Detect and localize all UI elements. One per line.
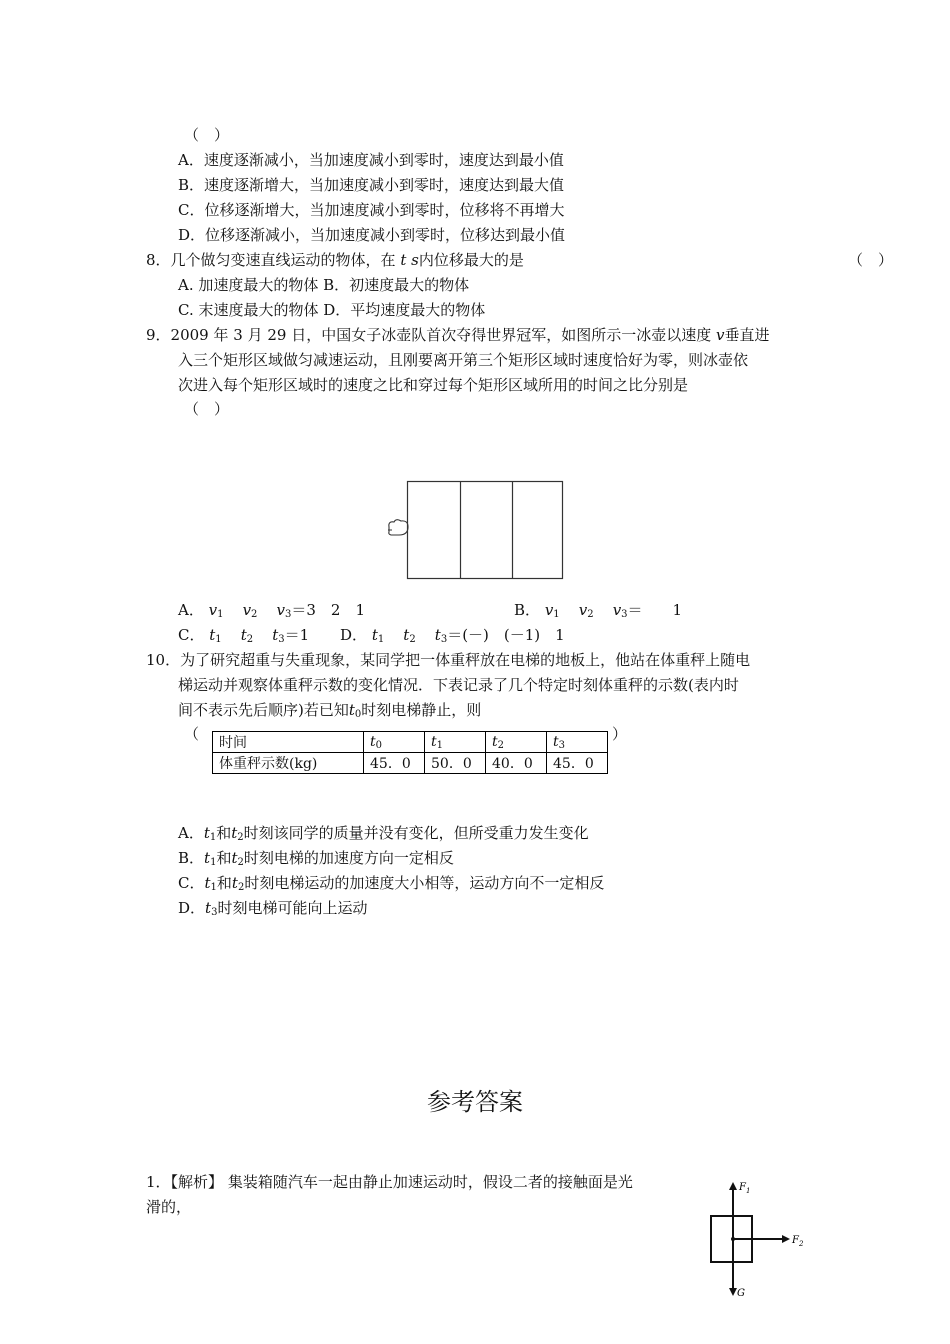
q10-option-a: A．$t_1$和$t_2$时刻该同学的质量并没有变化，但所受重力发生变化 [178,824,589,843]
table-cell: 50．0 [425,753,486,774]
curling-rectangles-diagram [380,475,570,585]
scale-reading-table [212,731,608,774]
gravity-label: G [737,1288,745,1299]
curling-stone-icon [389,520,408,535]
q10-paren-open: （ [184,725,200,743]
q10-number: 10． [146,651,181,669]
answer-1-line2: 滑的， [146,1198,192,1216]
table-cell: 40．0 [486,753,547,774]
q8-bracket: （ ） [848,251,894,269]
table-header-reading: 体重秤示数(kg) [213,753,364,774]
q8-options-cd: C. 末速度最大的物体 D．平均速度最大的物体 [178,301,486,319]
table-cell: 45．0 [547,753,608,774]
force-f2-label: $F_2$ [792,1235,804,1248]
q9-option-a: A． $v_1$ $v_2$ $v_3=3$ 2 1 [178,601,365,620]
table-cell: $t_1$ [425,732,486,753]
q8-number: 8． [146,251,171,269]
table-cell: 45．0 [364,753,425,774]
q7-bracket: （ ） [184,126,230,144]
q10-option-c: C．$t_1$和$t_2$时刻电梯运动的加速度大小相等，运动方向不一定相反 [178,874,605,893]
q8-stem: 8．几个做匀变速直线运动的物体，在 t s内位移最大的是 [146,251,524,269]
q10-option-b: B．$t_1$和$t_2$时刻电梯的加速度方向一定相反 [178,849,454,868]
table-cell: $t_0$ [364,732,425,753]
rectangle-region-outline [408,482,563,579]
table-cell: $t_2$ [486,732,547,753]
answers-title: 参考答案 [427,1088,523,1116]
q7-option-d: D．位移逐渐减小，当加速度减小到零时，位移达到最小值 [178,226,566,244]
table-cell: $t_3$ [547,732,608,753]
q10-stem-line1: 10．为了研究超重与失重现象，某同学把一体重秤放在电梯的地板上，他站在体重秤上随电 [146,651,751,669]
force-f1-label: $F_1$ [739,1182,751,1195]
force-diagram [700,1172,820,1302]
q9-stem-line2: 入三个矩形区域做匀减速运动，且刚要离开第三个矩形区域时速度恰好为零，则冰壶依 [178,351,749,369]
table-header-time: 时间 [213,732,364,753]
q10-stem-line2: 梯运动并观察体重秤示数的变化情况．下表记录了几个特定时刻体重秤的示数(表内时 [178,676,739,694]
table-row [213,732,608,753]
table-row [213,753,608,774]
q9-option-b: B． $v_1$ $v_2$ $v_3=$ 1 [514,601,683,620]
q9-stem-line3: 次进入每个矩形区域时的速度之比和穿过每个矩形区域所用的时间之比分别是 [178,376,689,394]
q8-options-ab: A. 加速度最大的物体 B．初速度最大的物体 [178,276,470,294]
q7-option-c: C．位移逐渐增大，当加速度减小到零时，位移将不再增大 [178,201,565,219]
q9-option-d: D． $t_1$ $t_2$ $t_3=(-)$ (－1) 1 [340,626,565,645]
q9-option-c: C． $t_1$ $t_2$ $t_3=1$ [178,626,310,645]
q10-stem-line3: 间不表示先后顺序)若已知$t_0$时刻电梯静止，则 [178,701,482,720]
q10-option-d: D．$t_3$时刻电梯可能向上运动 [178,899,368,918]
q9-bracket: （ ） [184,400,230,418]
q10-paren-close: ） [612,725,628,743]
q7-option-a: A．速度逐渐减小，当加速度减小到零时，速度达到最小值 [178,151,564,169]
q9-number: 9． [146,326,171,344]
q9-stem-line1: 9．2009 年 3 月 29 日，中国女子冰壶队首次夺得世界冠军，如图所示一冰壶以速度 v垂直进 [146,326,770,344]
q7-option-b: B．速度逐渐增大，当加速度减小到零时，速度达到最大值 [178,176,565,194]
answer-1-line1: 1．【解析】 集装箱随汽车一起由静止加速运动时，假设二者的接触面是光 [146,1173,633,1191]
